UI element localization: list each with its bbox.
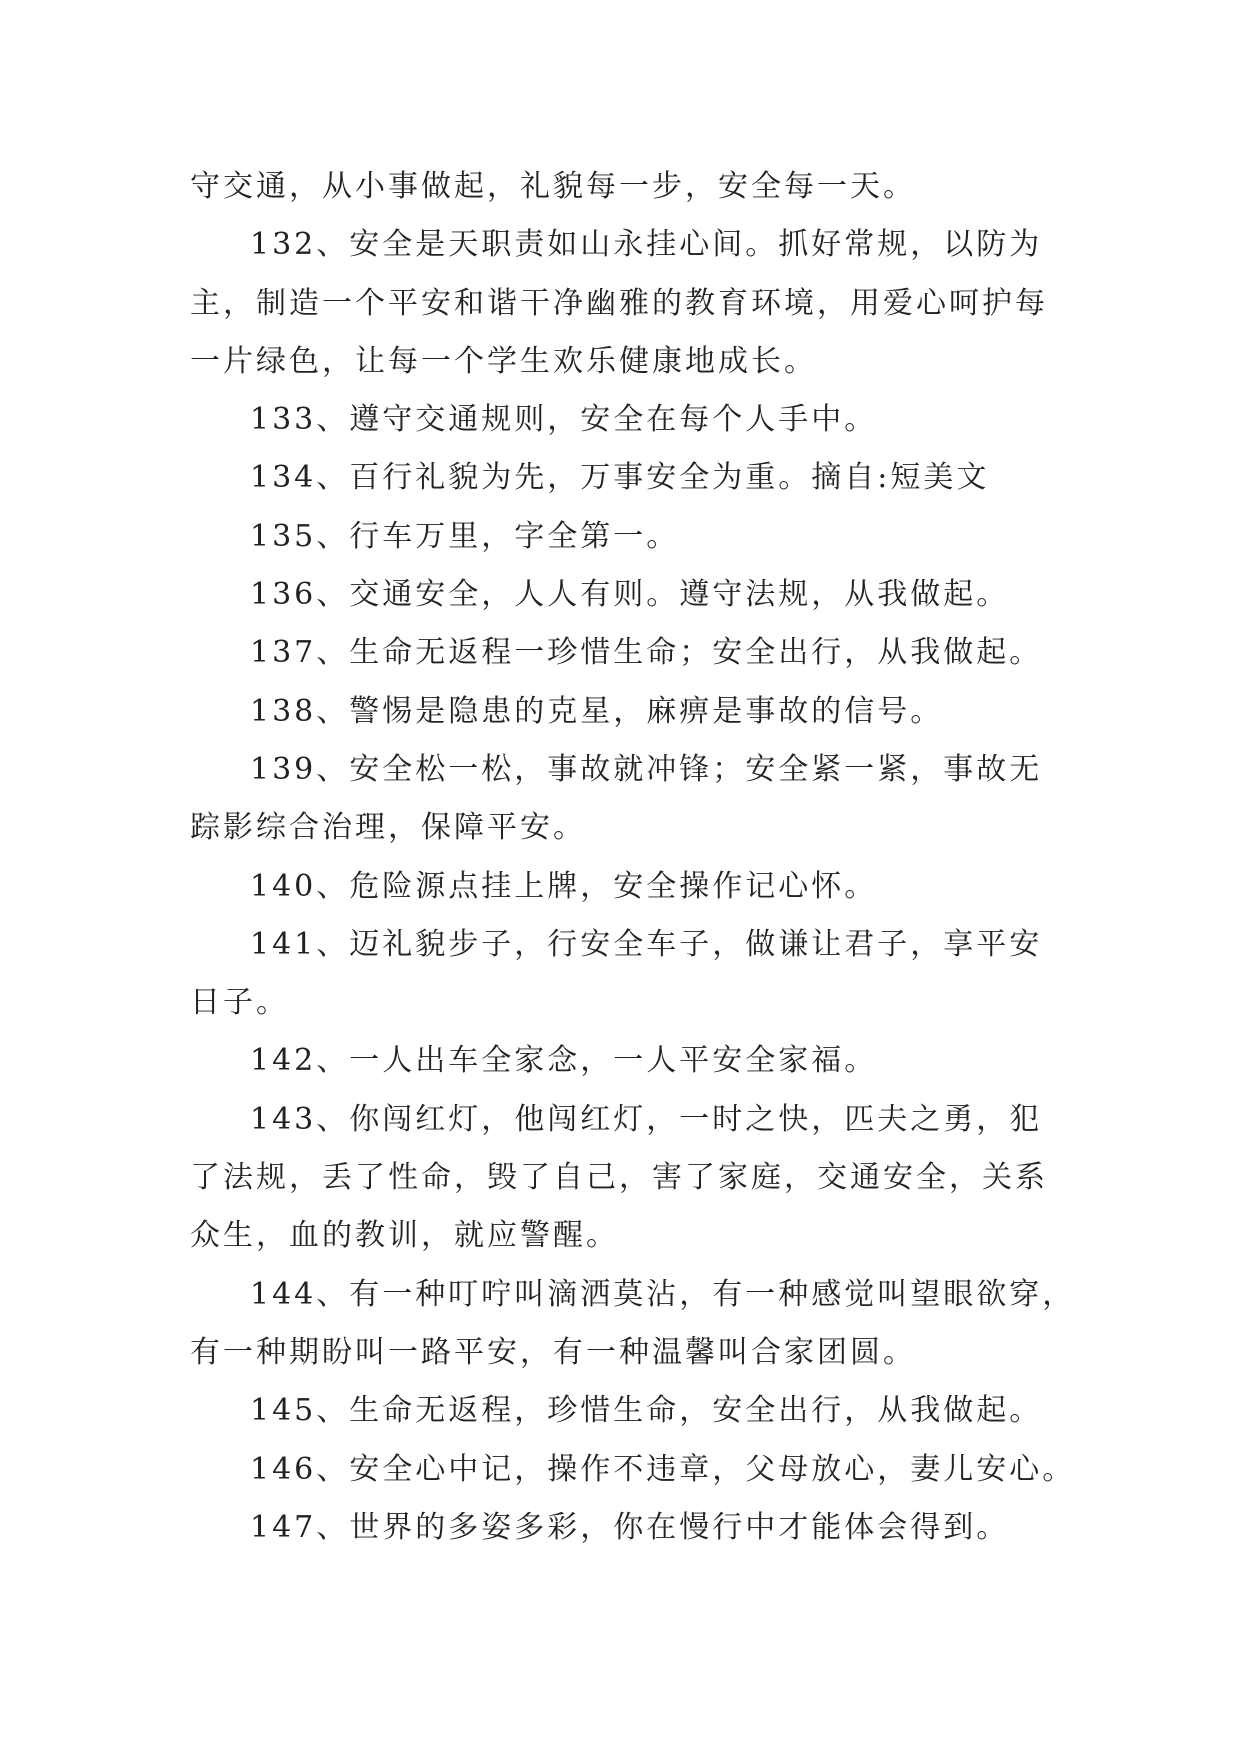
list-item-145: 145、生命无返程，珍惜生命，安全出行，从我做起。 — [250, 1393, 1043, 1429]
list-item-144: 144、有一种叮咛叫滴洒莫沾，有一种感觉叫望眼欲穿， — [250, 1276, 1076, 1312]
list-item-147: 147、世界的多姿多彩，你在慢行中才能体会得到。 — [250, 1509, 1010, 1545]
text-line: 日子。 — [190, 985, 289, 1021]
text-line: 守交通，从小事做起，礼貌每一步，安全每一天。 — [190, 169, 916, 204]
text-line: 有一种期盼叫一路平安，有一种温馨叫合家团圆。 — [190, 1334, 916, 1370]
text-line: 主，制造一个平安和谐干净幽雅的教育环境，用爱心呵护每 — [190, 285, 1048, 321]
list-item-135: 135、行车万里，字全第一。 — [250, 518, 680, 554]
text-line: 众生，血的教训，就应警醒。 — [190, 1218, 619, 1254]
list-item-138: 138、警惕是隐患的克星，麻痹是事故的信号。 — [250, 693, 944, 729]
list-item-142: 142、一人出车全家念，一人平安全家福。 — [250, 1043, 878, 1079]
text-line: 一片绿色，让每一个学生欢乐健康地成长。 — [190, 343, 817, 379]
document-body — [190, 158, 1076, 1557]
text-line: 了法规，丢了性命，毁了自己，害了家庭，交通安全，关系 — [190, 1160, 1048, 1196]
list-item-133: 133、遵守交通规则，安全在每个人手中。 — [250, 402, 878, 438]
list-item-143: 143、你闯红灯，他闯红灯，一时之快，匹夫之勇，犯 — [250, 1101, 1043, 1137]
list-item-140: 140、危险源点挂上牌，安全操作记心怀。 — [250, 868, 878, 904]
list-item-137: 137、生命无返程一珍惜生命；安全出行，从我做起。 — [250, 635, 1043, 671]
list-item-141: 141、迈礼貌步子，行安全车子，做谦让君子，享平安 — [250, 926, 1043, 962]
list-item-139: 139、安全松一松，事故就冲锋；安全紧一紧，事故无 — [250, 751, 1043, 787]
list-item-136: 136、交通安全，人人有则。遵守法规，从我做起。 — [250, 577, 1010, 613]
list-item-146: 146、安全心中记，操作不违章，父母放心，妻儿安心。 — [250, 1451, 1076, 1487]
text-line: 踪影综合治理，保障平安。 — [190, 810, 586, 846]
list-item-134: 134、百行礼貌为先，万事安全为重。摘自:短美文 — [250, 460, 990, 496]
list-item-132: 132、安全是天职责如山永挂心间。抓好常规，以防为 — [250, 227, 1043, 263]
